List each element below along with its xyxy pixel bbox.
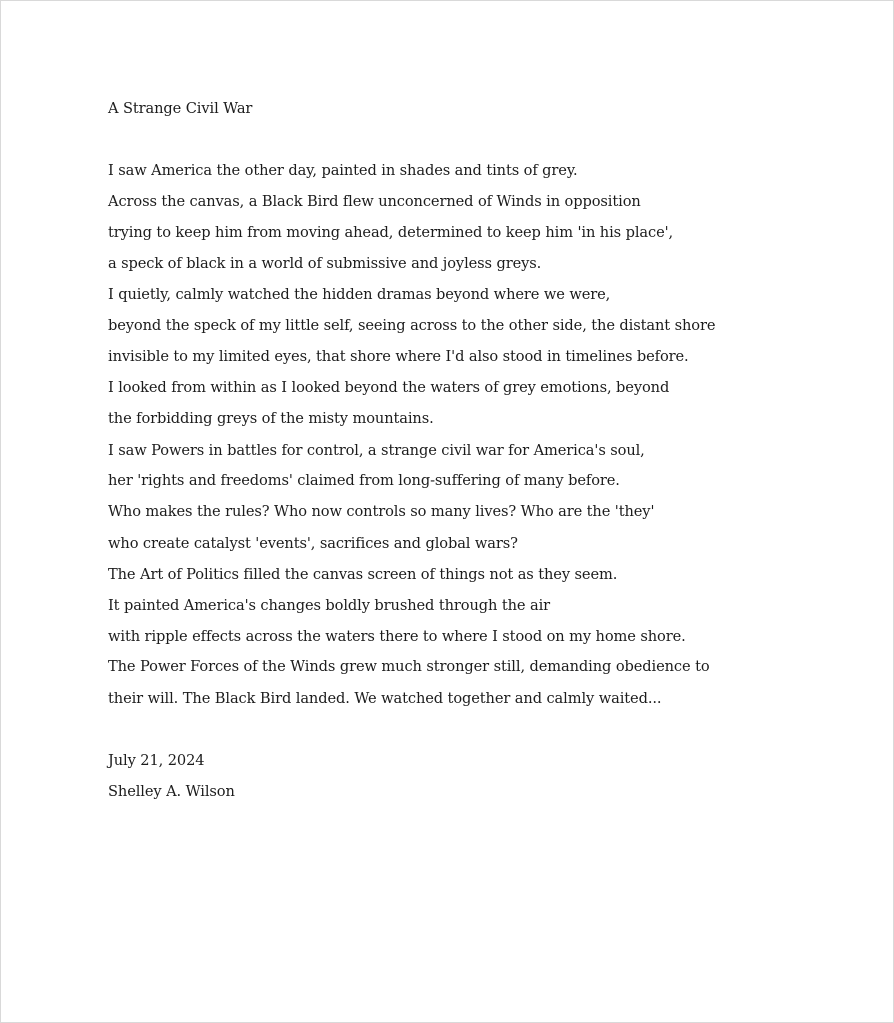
poem-line-5: I quietly, calmly watched the hidden dramas beyond where we were,	[108, 286, 611, 303]
poem-author: Shelley A. Wilson	[108, 783, 235, 800]
poem-line-4: a speck of black in a world of submissive and joyless greys.	[108, 255, 542, 272]
poem-line-15: It painted America's changes boldly brushed through the air	[108, 597, 551, 614]
poem-line-2: Across the canvas, a Black Bird flew unconcerned of Winds in opposition	[108, 193, 641, 210]
poem-line-8: I looked from within as I looked beyond the waters of grey emotions, beyond	[108, 379, 670, 396]
poem-line-13: who create catalyst 'events', sacrifices and global wars?	[108, 535, 518, 552]
poem-line-17: The Power Forces of the Winds grew much stronger still, demanding obedience to	[108, 658, 710, 675]
poem-line-12: Who makes the rules? Who now controls so many lives? Who are the 'they'	[108, 503, 655, 520]
poem-line-14: The Art of Politics filled the canvas screen of things not as they seem.	[108, 566, 618, 583]
poem-line-3: trying to keep him from moving ahead, determined to keep him 'in his place',	[108, 224, 674, 241]
poem-line-10: I saw Powers in battles for control, a strange civil war for America's soul,	[108, 442, 645, 459]
poem-line-1: I saw America the other day, painted in shades and tints of grey.	[108, 162, 578, 179]
poem-date: July 21, 2024	[108, 752, 205, 769]
poem-line-11: her 'rights and freedoms' claimed from long-suffering of many before.	[108, 472, 620, 489]
poem-line-16: with ripple effects across the waters there to where I stood on my home shore.	[108, 628, 686, 645]
poem-title: A Strange Civil War	[108, 100, 253, 117]
poem-line-9: the forbidding greys of the misty mountains.	[108, 410, 434, 427]
poem-line-6: beyond the speck of my little self, seeing across to the other side, the distant shore	[108, 317, 716, 334]
poem-line-7: invisible to my limited eyes, that shore where I'd also stood in timelines before.	[108, 348, 689, 365]
poem-line-18: their will. The Black Bird landed. We watched together and calmly waited...	[108, 690, 662, 707]
